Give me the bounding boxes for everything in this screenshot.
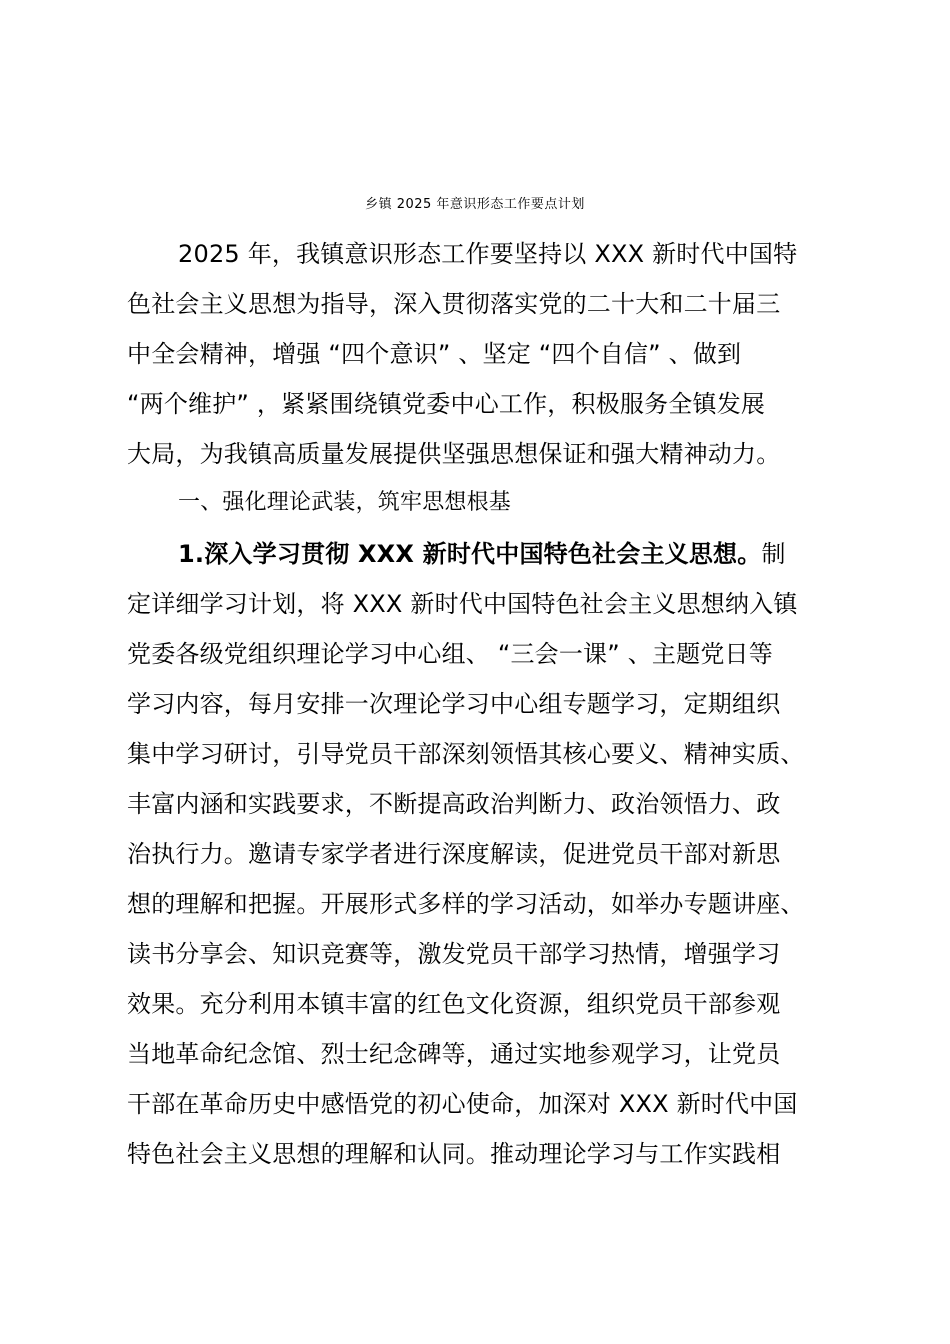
item1-first-line — [178, 538, 786, 570]
item1-first-rest: 制 — [761, 540, 786, 568]
section-heading: 一、强化理论武装，筑牢思想根基 — [178, 490, 512, 515]
item1-line-11: 干部在革命历史中感悟党的初心使命，加深对 XXX 新时代中国 — [127, 1090, 798, 1118]
intro-line-1: 2025 年，我镇意识形态工作要坚持以 XXX 新时代中国特 — [178, 240, 798, 268]
intro-line-4: “两个维护” ，紧紧围绕镇党委中心工作，积极服务全镇发展 — [127, 390, 766, 418]
item1-line-5: 丰富内涵和实践要求，不断提高政治判断力、政治领悟力、政 — [127, 790, 781, 818]
item1-line-7: 想的理解和把握。开展形式多样的学习活动，如举办专题讲座、 — [127, 890, 805, 918]
intro-line-2: 色社会主义思想为指导，深入贯彻落实党的二十大和二十届三 — [127, 290, 781, 318]
item1-title: 1.深入学习贯彻 XXX 新时代中国特色社会主义思想。 — [178, 540, 762, 568]
item1-line-1: 定详细学习计划，将 XXX 新时代中国特色社会主义思想纳入镇 — [127, 590, 798, 618]
item1-line-4: 集中学习研讨，引导党员干部深刻领悟其核心要义、精神实质、 — [127, 740, 805, 768]
intro-line-5: 大局，为我镇高质量发展提供坚强思想保证和强大精神动力。 — [127, 440, 781, 468]
item1-line-10: 当地革命纪念馆、烈士纪念碑等，通过实地参观学习，让党员 — [127, 1040, 781, 1068]
item1-line-3: 学习内容，每月安排一次理论学习中心组专题学习，定期组织 — [127, 690, 781, 718]
item1-line-2: 党委各级党组织理论学习中心组、 “三会一课” 、主题党日等 — [127, 640, 773, 668]
item1-line-12: 特色社会主义思想的理解和认同。推动理论学习与工作实践相 — [127, 1140, 781, 1168]
item1-line-9: 效果。充分利用本镇丰富的红色文化资源，组织党员干部参观 — [127, 990, 781, 1018]
document-title: 乡镇 2025 年意识形态工作要点计划 — [365, 197, 585, 212]
item1-line-6: 治执行力。邀请专家学者进行深度解读，促进党员干部对新思 — [127, 840, 781, 868]
item1-line-8: 读书分享会、知识竞赛等，激发党员干部学习热情，增强学习 — [127, 940, 781, 968]
intro-line-3: 中全会精神，增强 “四个意识” 、坚定 “四个自信” 、做到 — [127, 340, 742, 368]
